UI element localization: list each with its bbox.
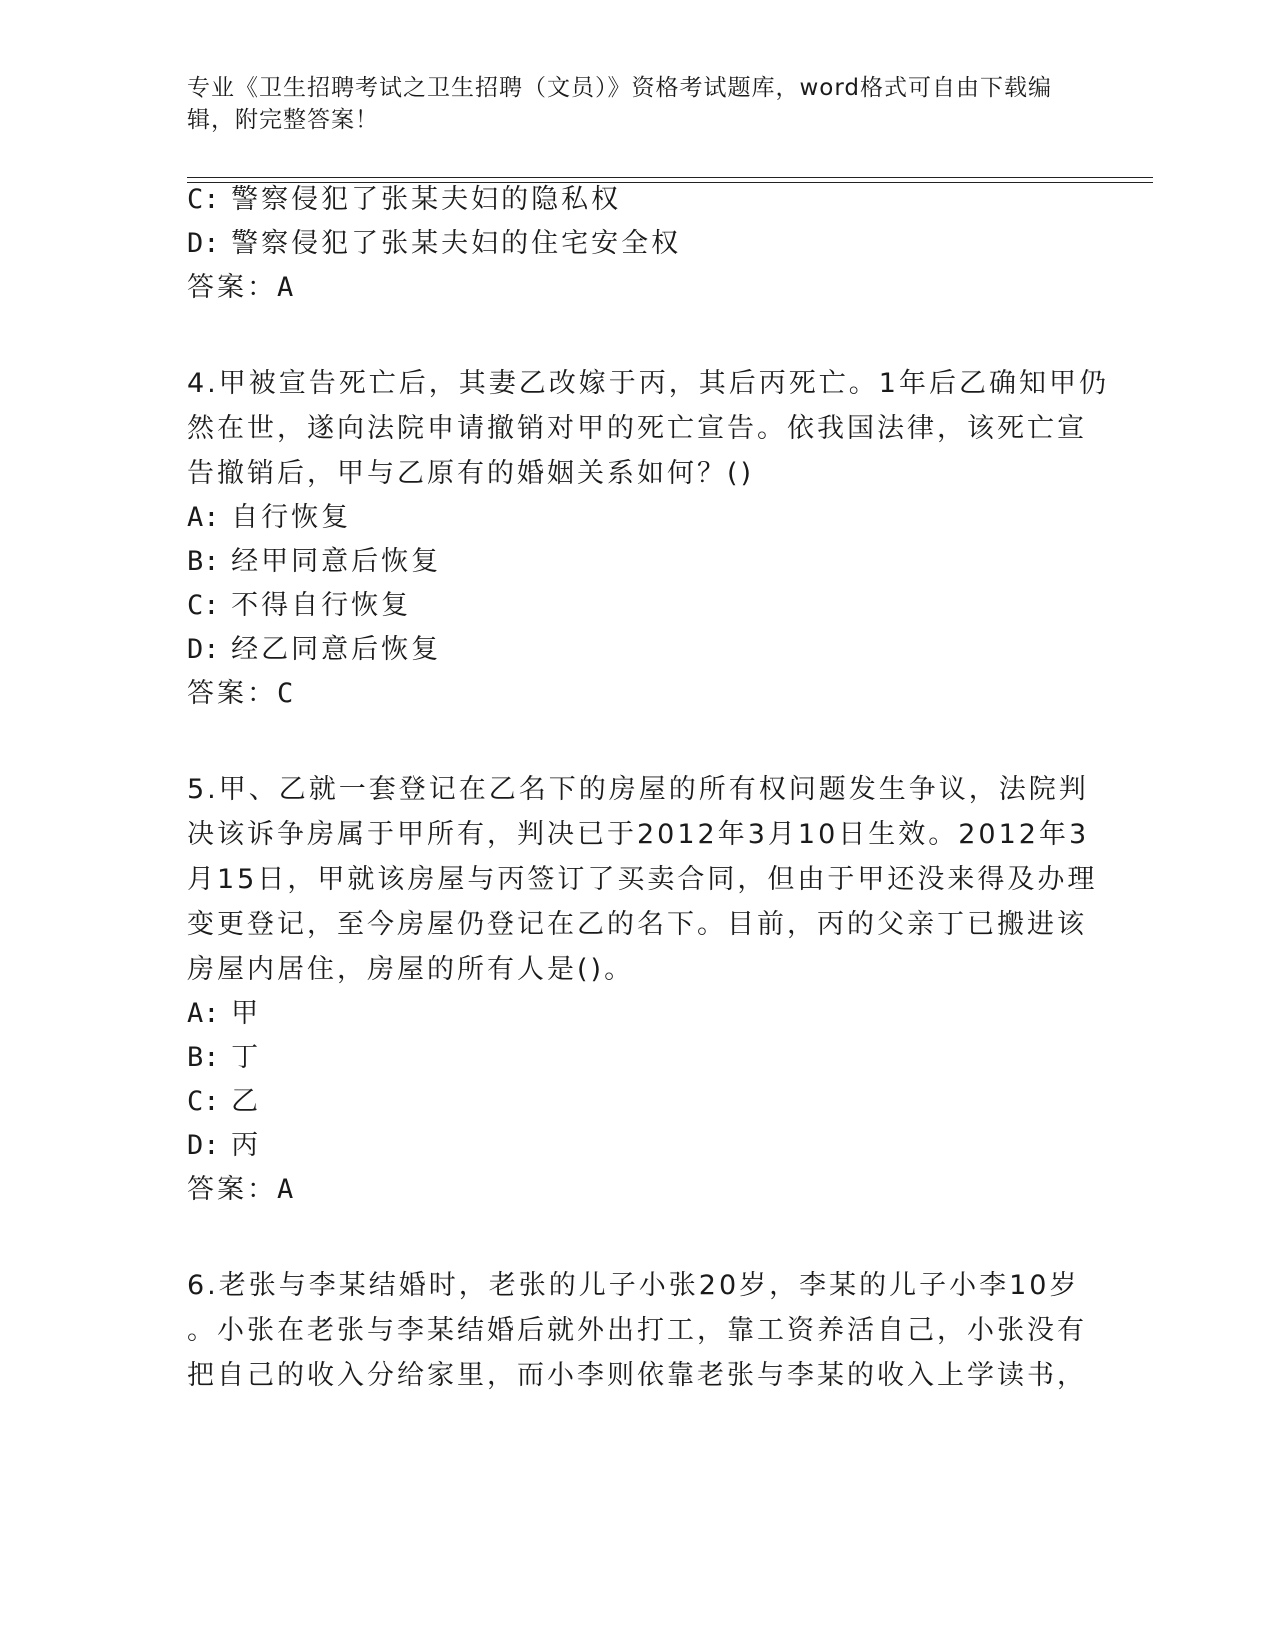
- q5-text-line-3: 月15日，甲就该房屋与丙签订了买卖合同，但由于甲还没来得及办理: [187, 864, 1098, 895]
- header-rule-top: [187, 177, 1153, 178]
- q5-option-a: [187, 996, 261, 1032]
- q6-text-line-2: 。小张在老张与李某结婚后就外出打工，靠工资养活自己，小张没有: [187, 1315, 1087, 1346]
- option-key: C:: [187, 184, 220, 215]
- option-text: 不得自行恢复: [231, 590, 412, 621]
- q4-option-d: [187, 632, 441, 668]
- option-key: B:: [187, 1042, 220, 1073]
- q5-option-c: [187, 1084, 261, 1120]
- answer-label: 答案：: [187, 1174, 277, 1205]
- option-key: A:: [187, 998, 220, 1029]
- answer-label: 答案：: [187, 678, 277, 709]
- q4-option-a: [187, 500, 351, 536]
- q6-text-line-1: 6.老张与李某结婚时，老张的儿子小张20岁，李某的儿子小李10岁: [187, 1270, 1080, 1301]
- q5-answer: [187, 1172, 293, 1208]
- option-key: B:: [187, 546, 220, 577]
- option-key: A:: [187, 502, 220, 533]
- option-text: 丁: [231, 1042, 262, 1073]
- answer-value: C: [277, 678, 294, 709]
- q4-option-b: [187, 544, 441, 580]
- option-key: C:: [187, 590, 220, 621]
- q5-option-b: [187, 1040, 261, 1076]
- q5-text-line-2: 决该诉争房属于甲所有，判决已于2012年3月10日生效。2012年3: [187, 819, 1090, 850]
- option-text: 经乙同意后恢复: [231, 634, 442, 665]
- option-key: C:: [187, 1086, 220, 1117]
- q4-option-c: [187, 588, 411, 624]
- option-text: 自行恢复: [231, 502, 352, 533]
- option-key: D:: [187, 634, 220, 665]
- q4-text-line-1: 4.甲被宣告死亡后，其妻乙改嫁于丙，其后丙死亡。1年后乙确知甲仍: [187, 368, 1109, 399]
- q6-text-line-3: 把自己的收入分给家里，而小李则依靠老张与李某的收入上学读书，: [187, 1360, 1087, 1391]
- option-text: 经甲同意后恢复: [231, 546, 442, 577]
- q4-text-line-3: 告撤销后，甲与乙原有的婚姻关系如何？(): [187, 458, 755, 489]
- option-text: 警察侵犯了张某夫妇的住宅安全权: [231, 228, 682, 259]
- answer-value: A: [277, 272, 294, 303]
- answer-label: 答案：: [187, 272, 277, 303]
- q3-answer: [187, 270, 293, 306]
- q3-option-c: [187, 182, 621, 218]
- q3-option-d: [187, 226, 681, 262]
- q5-option-d: [187, 1128, 261, 1164]
- q5-text-line-5: 房屋内居住，房屋的所有人是()。: [187, 954, 635, 985]
- q5-text-line-1: 5.甲、乙就一套登记在乙名下的房屋的所有权问题发生争议，法院判: [187, 774, 1089, 805]
- option-text: 警察侵犯了张某夫妇的隐私权: [231, 184, 622, 215]
- q5-text-line-4: 变更登记，至今房屋仍登记在乙的名下。目前，丙的父亲丁已搬进该: [187, 909, 1087, 940]
- option-text: 丙: [231, 1130, 262, 1161]
- option-text: 甲: [231, 998, 262, 1029]
- q4-answer: [187, 676, 293, 712]
- q4-text-line-2: 然在世，遂向法院申请撤销对甲的死亡宣告。依我国法律，该死亡宣: [187, 413, 1087, 444]
- option-text: 乙: [231, 1086, 262, 1117]
- option-key: D:: [187, 1130, 220, 1161]
- page-header: 专业《卫生招聘考试之卫生招聘（文员）》资格考试题库，word格式可自由下载编辑，附完整答案！: [187, 75, 1053, 133]
- answer-value: A: [277, 1174, 294, 1205]
- option-key: D:: [187, 228, 220, 259]
